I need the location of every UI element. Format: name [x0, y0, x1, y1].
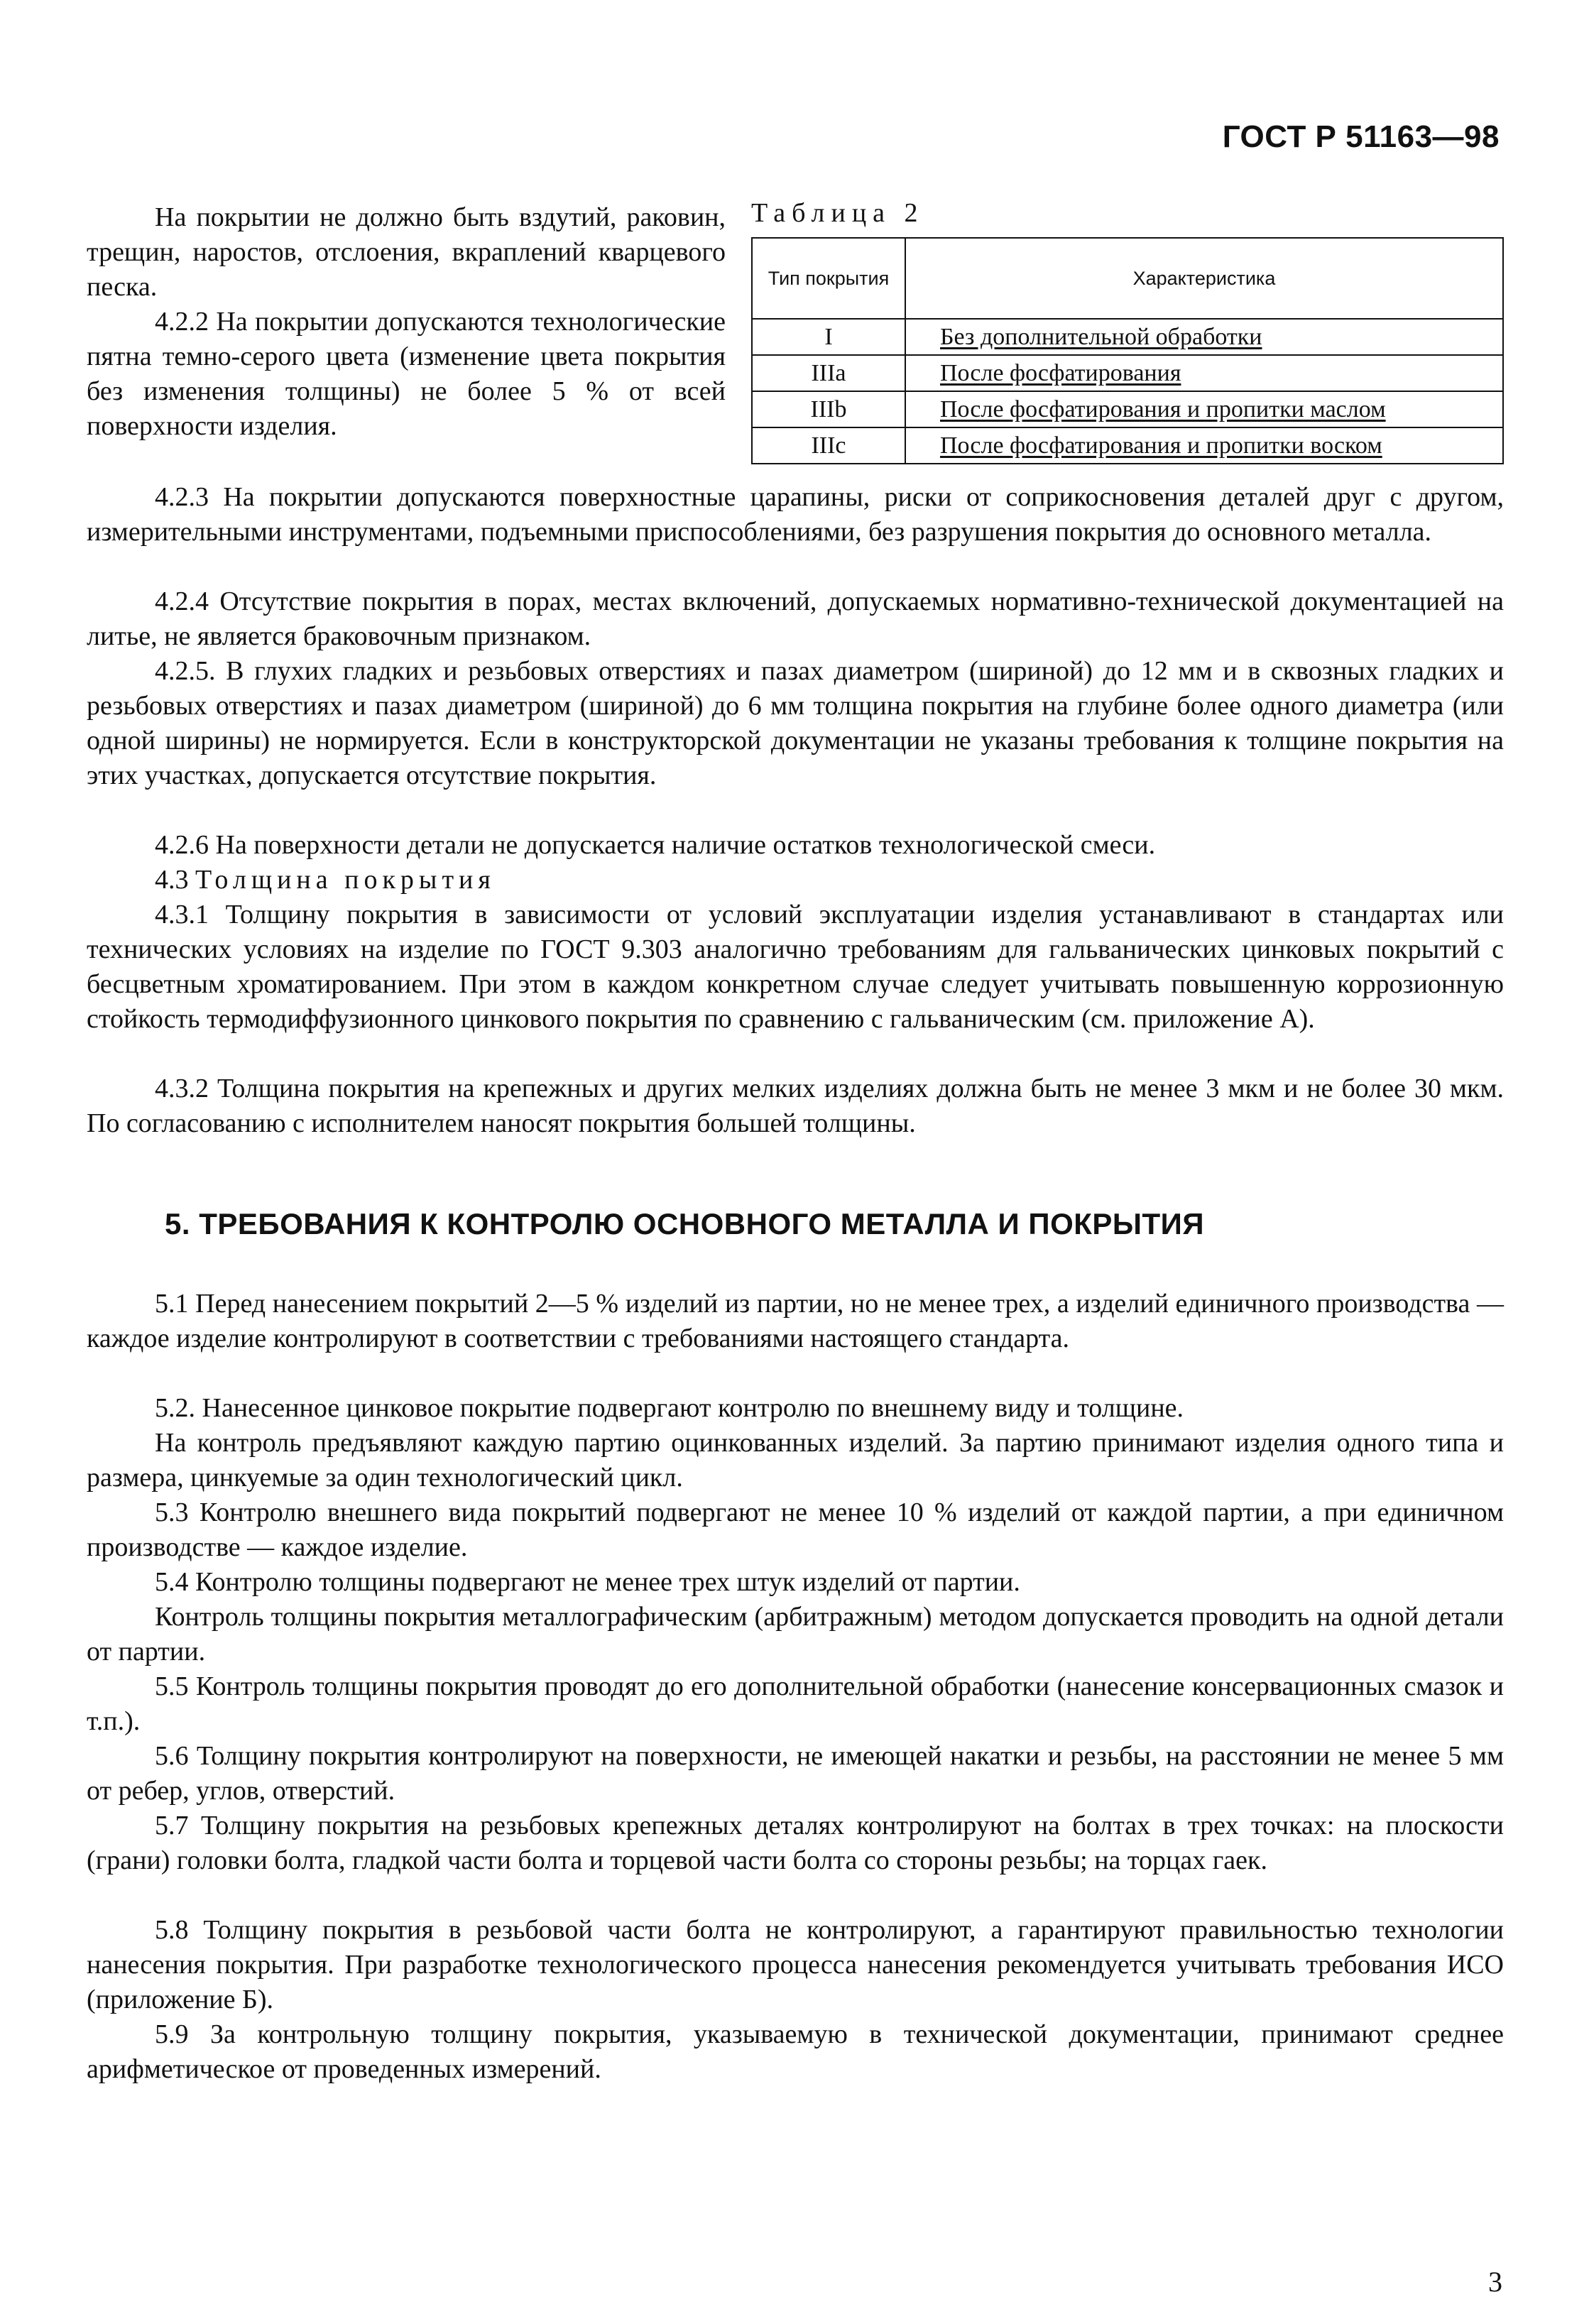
paragraph-5-5: 5.5 Контроль толщины покрытия проводят до его дополнительной обработки (нанесение консервационных смазок и т.п.). — [87, 1671, 1504, 1736]
paragraph-4-3-2: 4.3.2 Толщина покрытия на крепежных и других мелких изделиях должна быть не менее 3 мкм и не более 30 мкм. По согласованию с исполнителем наносят покрытия большей толщины. — [87, 1074, 1504, 1138]
coating-types-table — [751, 237, 1504, 464]
paragraph-4-2-3: 4.2.3 На покрытии допускаются поверхностные царапины, риски от соприкосновения деталей друг с другом, измерительными инструментами, подъемными приспособлениями, без разрушения покрытия до основного металла. — [87, 482, 1504, 547]
paragraph-5-2-cont: На контроль предъявляют каждую партию оцинкованных изделий. За партию принимают изделия одного типа и размера, цинкуемые за один технологический цикл. — [87, 1428, 1504, 1493]
table-cell-type: I — [752, 319, 905, 355]
table-row — [752, 391, 1503, 427]
paragraph-5-9: 5.9 За контрольную толщину покрытия, указываемую в технической документации, принимают среднее арифметическое от проведенных измерений. — [87, 2019, 1504, 2084]
table-cell-characteristic: После фосфатирования и пропитки воском — [905, 427, 1503, 464]
section-5-heading: 5. ТРЕБОВАНИЯ К КОНТРОЛЮ ОСНОВНОГО МЕТАЛЛА И ПОКРЫТИЯ — [165, 1207, 1205, 1240]
table-header-type: Тип покрытия — [752, 238, 905, 319]
subsection-title: Толщина покрытия — [195, 865, 496, 895]
paragraph-4-2-6: 4.2.6 На поверхности детали не допускается наличие остатков технологической смеси. — [155, 830, 1156, 860]
document-header: ГОСТ Р 51163—98 — [1222, 119, 1500, 154]
table-row — [752, 427, 1503, 464]
paragraph-5-1: 5.1 Перед нанесением покрытий 2—5 % изделий из партии, но не менее трех, а изделий единичного производства — каждое изделие контролируют в соответствии с требованиями настоящего стандарта. — [87, 1289, 1504, 1353]
subsection-heading-4-3 — [87, 863, 1504, 898]
table-cell-characteristic: После фосфатирования и пропитки маслом — [905, 391, 1503, 427]
paragraph-4-2-1-cont: На покрытии не должно быть вздутий, раковин, трещин, наростов, отслоения, вкраплений кварцевого песка. — [87, 202, 726, 302]
table-row — [752, 355, 1503, 391]
table-caption: Таблица 2 — [751, 198, 924, 228]
subsection-number: 4.3 — [155, 865, 189, 895]
paragraph-5-6: 5.6 Толщину покрытия контролируют на поверхности, не имеющей накатки и резьбы, на расстоянии не менее 5 мм от ребер, углов, отверстий. — [87, 1741, 1504, 1806]
paragraph-5-4-cont: Контроль толщины покрытия металлографическим (арбитражным) методом допускается проводить на одной детали от партии. — [87, 1602, 1504, 1666]
table-cell-type: IIIc — [752, 427, 905, 464]
left-column — [87, 200, 726, 444]
page-number: 3 — [1488, 2266, 1502, 2298]
table-cell-characteristic: Без дополнительной обработки — [905, 319, 1503, 355]
table-row — [752, 319, 1503, 355]
table-cell-type: IIIb — [752, 391, 905, 427]
paragraph-5-3: 5.3 Контролю внешнего вида покрытий подвергают не менее 10 % изделий от каждой партии, а при единичном производстве — каждое изделие. — [87, 1497, 1504, 1562]
table-header-characteristic: Характеристика — [905, 238, 1503, 319]
table-cell-type: IIIa — [752, 355, 905, 391]
table-header-row — [752, 238, 1503, 319]
paragraph-5-4: 5.4 Контролю толщины подвергают не менее трех штук изделий от партии. — [155, 1567, 1020, 1597]
paragraph-4-2-4: 4.2.4 Отсутствие покрытия в порах, местах включений, допускаемых нормативно-технической документацией на литье, не является браковочным признаком. — [87, 587, 1504, 651]
paragraph-5-8: 5.8 Толщину покрытия в резьбовой части болта не контролируют, а гарантируют правильностью технологии нанесения покрытия. При разработке технологического процесса нанесения рекомендуется учитывать требования ИСО (приложение Б). — [87, 1915, 1504, 2014]
table-cell-characteristic: После фосфатирования — [905, 355, 1503, 391]
paragraph-5-7: 5.7 Толщину покрытия на резьбовых крепежных деталях контролируют на болтах в трех точках: на плоскости (грани) головки болта, гладкой части болта и торцевой части болта со стороны резьбы; на торцах гаек. — [87, 1811, 1504, 1875]
paragraph-5-2: 5.2. Нанесенное цинковое покрытие подвергают контролю по внешнему виду и толщине. — [155, 1393, 1184, 1423]
paragraph-4-2-2: 4.2.2 На покрытии допускаются технологические пятна темно-серого цвета (изменение цвета покрытия без изменения толщины) не более 5 % от всей поверхности изделия. — [87, 307, 726, 441]
paragraph-4-3-1: 4.3.1 Толщину покрытия в зависимости от условий эксплуатации изделия устанавливают в стандартах или технических условиях на изделие по ГОСТ 9.303 аналогично требованиям для гальванических цинковых покрытий с бесцветным хроматированием. При этом в каждом конкретном случае следует учитывать повышенную коррозионную стойкость термодиффузионного цинкового покрытия по сравнению с гальваническим (см. приложение А). — [87, 900, 1504, 1034]
paragraph-4-2-5: 4.2.5. В глухих гладких и резьбовых отверстиях и пазах диаметром (шириной) до 12 мм и в сквозных гладких и резьбовых отверстиях и пазах диаметром (шириной) до 6 мм толщина покрытия на глубине более одного диаметра (или одной ширины) не нормируется. Если в конструкторской документации не указаны требования к толщине покрытия на этих участках, допускается отсутствие покрытия. — [87, 656, 1504, 790]
